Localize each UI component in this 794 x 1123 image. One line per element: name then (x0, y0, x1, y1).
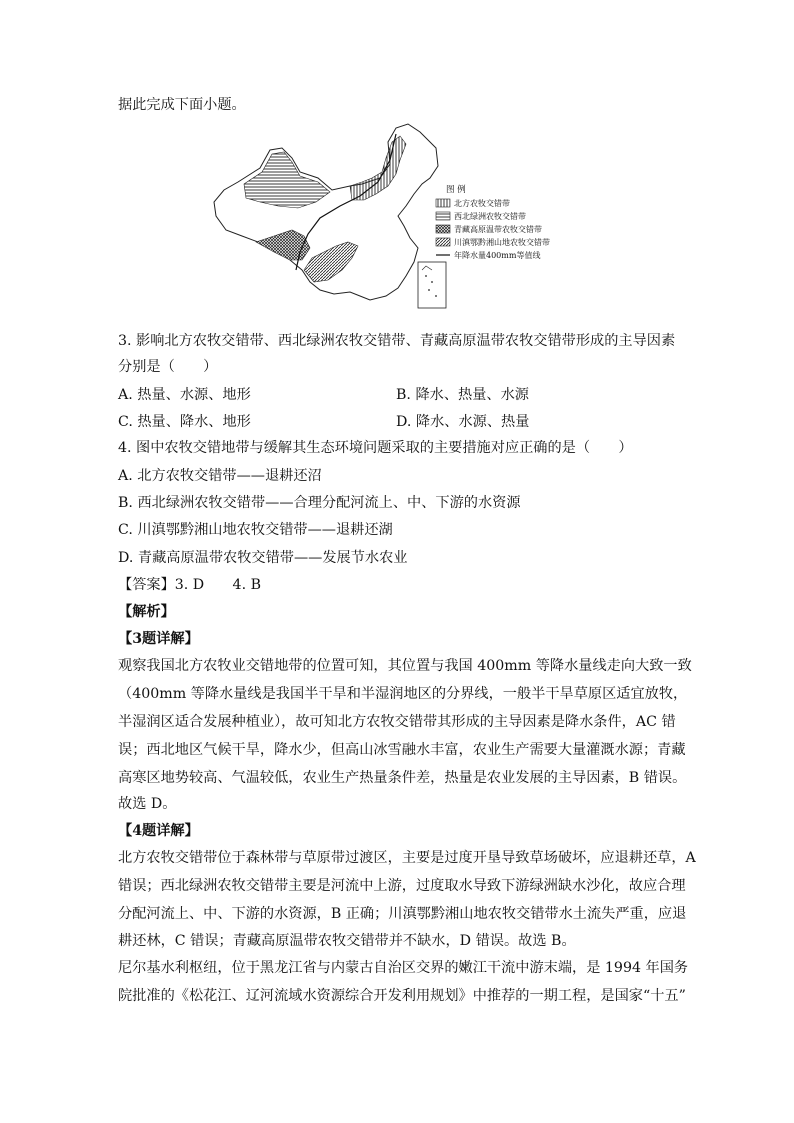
q3-detail-line: 半湿润区适合发展种植业），故可知北方农牧交错带其形成的主导因素是降水条件，AC 错 (118, 714, 676, 730)
q3-detail-line: 高寒区地势较高、气温较低，农业生产热量条件差，热量是农业发展的主导因素，B 错误。 (118, 770, 687, 786)
q3-detail-line: 故选 D。 (118, 796, 177, 812)
q3-option-c: C. 热量、降水、地形 (118, 414, 251, 430)
q4-detail-label: 【4题详解】 (118, 823, 199, 839)
next-passage-line: 院批准的《松花江、辽河流域水资源综合开发利用规划》中推荐的一期工程，是国家“十五” (118, 988, 686, 1004)
legend-title: 图 例 (446, 185, 466, 195)
analysis-label: 【解析】 (118, 604, 175, 620)
legend-item-isohyet: 年降水量400mm等值线 (454, 251, 541, 260)
q4-option-b: B. 西北绿洲农牧交错带——合理分配河流上、中、下游的水资源 (118, 495, 521, 511)
q3-detail-line: （400mm 等降水量线是我国半干旱和半湿润地区的分界线，一般半干旱草原区适宜放牧， (118, 686, 688, 702)
map-legend (436, 184, 550, 260)
q4-option-c: C. 川滇鄂黔湘山地农牧交错带——退耕还湖 (118, 522, 393, 538)
q4-detail-line: 北方农牧交错带位于森林带与草原带过渡区，主要是过度开垦导致草场破坏，应退耕还草，A (118, 850, 696, 866)
q4-detail-line: 耕还林，C 错误；青藏高原温带农牧交错带并不缺水，D 错误。故选 B。 (118, 933, 576, 949)
q4-stem: 4. 图中农牧交错地带与缓解其生态环境问题采取的主要措施对应正确的是（ ） (118, 440, 633, 456)
q4-option-a: A. 北方农牧交错带——退耕还沼 (118, 468, 322, 484)
q3-option-d: D. 降水、水源、热量 (396, 414, 530, 430)
q3-stem-line1: 3. 影响北方农牧交错带、西北绿洲农牧交错带、青藏高原温带农牧交错带形成的主导因素 (118, 333, 676, 349)
china-map-figure (200, 120, 600, 320)
q4-option-d: D. 青藏高原温带农牧交错带——发展节水农业 (118, 550, 408, 566)
q3-option-b: B. 降水、热量、水源 (396, 387, 529, 403)
q3-stem-line2: 分别是（ ） (118, 359, 218, 375)
next-passage-line: 尼尔基水利枢纽，位于黑龙江省与内蒙古自治区交界的嫩江干流中游末端，是 1994 年国务 (118, 960, 689, 976)
q3-detail-line: 观察我国北方农牧业交错地带的位置可知，其位置与我国 400mm 等降水量线走向大致一致 (118, 658, 692, 674)
q3-detail-line: 误；西北地区气候干旱，降水少，但高山冰雪融水丰富，农业生产需要大量灌溉水源；青藏 (118, 742, 686, 758)
q3-option-a: A. 热量、水源、地形 (118, 387, 251, 403)
south-china-sea-inset (418, 262, 446, 308)
intro-text: 据此完成下面小题。 (118, 97, 246, 113)
q4-detail-line: 分配河流上、中、下游的水资源，B 正确；川滇鄂黔湘山地农牧交错带水土流失严重，应退 (118, 906, 687, 922)
legend-item-mountain: 川滇鄂黔湘山地农牧交错带 (454, 238, 550, 247)
q4-detail-line: 错误；西北绿洲农牧交错带主要是河流中上游，过度取水导致下游绿洲缺水沙化，故应合理 (118, 878, 686, 894)
legend-item-qinghai-tibet: 青藏高原温带农牧交错带 (454, 225, 542, 234)
answer-line: 【答案】3. D 4. B (118, 577, 262, 593)
legend-item-northwest: 西北绿洲农牧交错带 (454, 212, 526, 221)
legend-item-north: 北方农牧交错带 (454, 199, 510, 208)
q3-detail-label: 【3题详解】 (118, 631, 199, 647)
